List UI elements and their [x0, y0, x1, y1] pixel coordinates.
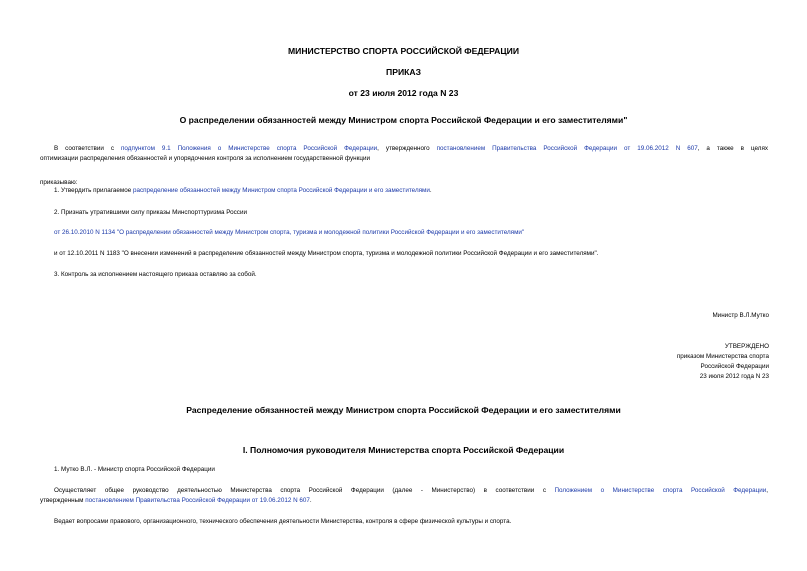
- preamble-line-1: В соответствии с подпунктом 9.1 Положения о Министерстве спорта Российской Федерации, утвержденного постановлением Правительства Российской Федерации от 19.06.2012 N 607, а также в целях: [54, 145, 769, 152]
- link-distribution-duties[interactable]: распределение обязанностей между Министром спорта Российской Федерации и его заместителями: [132, 187, 430, 194]
- approval-line-3: Российской Федерации: [700, 363, 769, 370]
- link-order-1134[interactable]: от 26.10.2010 N 1134 "О распределении обязанностей между Министром спорта, туризма и молодежной политики Российской Федерации и его заместителями": [54, 229, 525, 236]
- preamble-line-2: оптимизации распределения обязанностей и упорядочения контроля за исполнением государственной функции: [40, 155, 371, 162]
- date-number-heading: от 23 июля 2012 года N 23: [348, 88, 459, 98]
- annex-last-para: Ведает вопросами правового, организационного, технического обеспечения деятельности Министерства, контроля в сфере физической культуры и спорта.: [54, 518, 512, 525]
- item-1: 1. Утвердить прилагаемое распределение обязанностей между Министром спорта Российской Федерации и его заместителями.: [54, 187, 432, 194]
- annex-para-line-1: Осуществляет общее руководство деятельностью Министерства спорта Российской Федерации (далее - Министерство) в соответствии с Положением о Министерстве спорта Российской Федерации,: [54, 487, 768, 494]
- link-subclause-9-1[interactable]: подпунктом 9.1 Положения о Министерстве спорта Российской Федерации: [121, 145, 378, 152]
- orders-word: приказываю:: [40, 179, 78, 186]
- item-2: 2. Признать утратившими силу приказы Минспорттуризма России: [54, 209, 247, 216]
- ministry-heading: МИНИСТЕРСТВО СПОРТА РОССИЙСКОЙ ФЕДЕРАЦИИ: [287, 46, 519, 56]
- approval-line-2: приказом Министерства спорта: [676, 353, 769, 360]
- link-regulation-ministry[interactable]: Положением о Министерстве спорта Российской Федерации: [554, 487, 767, 494]
- approval-line-1: УТВЕРЖДЕНО: [724, 343, 769, 350]
- doc-type-heading: ПРИКАЗ: [386, 67, 421, 77]
- person-1: 1. Мутко В.Л. - Министр спорта Российской Федерации: [54, 466, 215, 473]
- approval-line-4: 23 июля 2012 года N 23: [699, 373, 769, 380]
- item-3: 3. Контроль за исполнением настоящего приказа оставляю за собой.: [54, 271, 257, 278]
- link-government-resolution[interactable]: постановлением Правительства Российской Федерации от 19.06.2012 N 607: [436, 145, 698, 152]
- annex-para-line-2: утвержденным постановлением Правительства Российской Федерации от 19.06.2012 N 607.: [40, 497, 312, 504]
- minister-signature: Министр В.Л.Мутко: [712, 312, 769, 319]
- item-2-continuation: и от 12.10.2011 N 1183 "О внесении изменений в распределение обязанностей между Министром спорта, туризма и молодежной политики Российской Федерации и его заместителями".: [54, 250, 599, 257]
- link-government-resolution-2[interactable]: постановлением Правительства Российской Федерации от 19.06.2012 N 607: [85, 497, 310, 504]
- annex-title: Распределение обязанностей между Министром спорта Российской Федерации и его заместителями: [186, 405, 621, 415]
- section-1-title: I. Полномочия руководителя Министерства спорта Российской Федерации: [242, 445, 565, 455]
- order-title: О распределении обязанностей между Министром спорта Российской Федерации и его заместителями": [179, 115, 628, 125]
